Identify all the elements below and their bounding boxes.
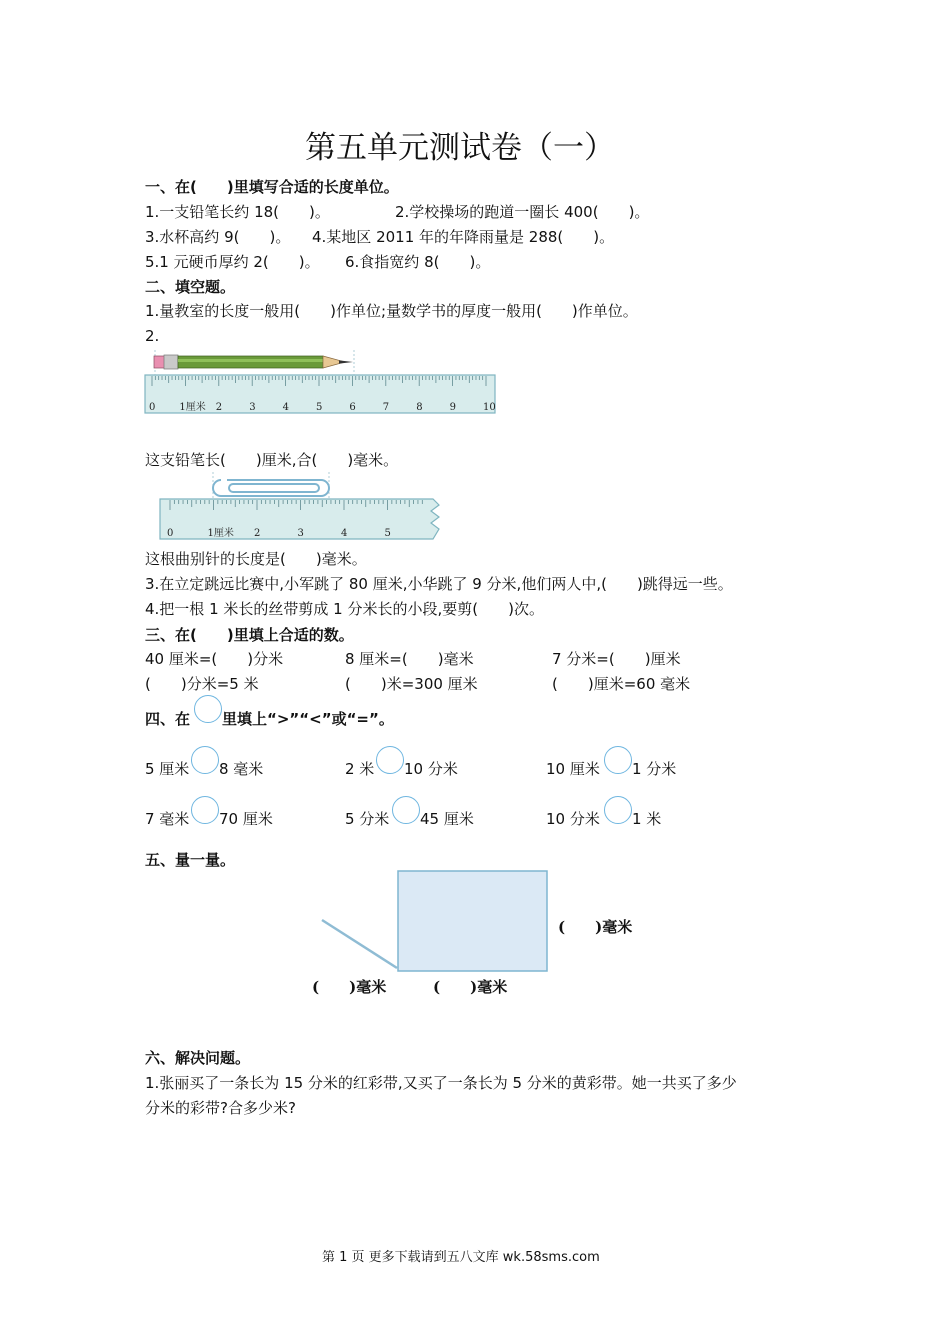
section-5-heading: 五、量一量。	[145, 851, 236, 869]
s4-right-2: 10 分米	[404, 760, 458, 778]
s2-question-2-number: 2.	[145, 327, 160, 345]
s6-question-1-line-2: 分米的彩带?合多少米?	[145, 1099, 296, 1117]
measure-rectangle	[398, 871, 547, 971]
ruler-label: 3	[297, 528, 304, 539]
ruler-label: 2	[215, 402, 223, 413]
ruler-label: 4	[341, 528, 348, 539]
s4-left-3: 10 厘米	[546, 760, 600, 778]
clip-ruler-figure	[155, 470, 450, 542]
s1-question-2: 2.学校操场的跑道一圈长 400( )。	[395, 203, 650, 221]
s2-question-3: 3.在立定跳远比赛中,小军跳了 80 厘米,小华跳了 9 分米,他们两人中,( )跳得远一些。	[145, 575, 733, 593]
section-4-heading-post: 里填上“>”“<”或“=”。	[222, 710, 394, 728]
ruler-label: 0	[149, 402, 156, 413]
s3-item-2: 8 厘米=( )毫米	[345, 650, 474, 668]
measure-line-segment	[322, 920, 397, 968]
compare-circle-2[interactable]	[376, 746, 404, 774]
ruler-label: 6	[349, 402, 356, 413]
ruler-label: 4	[282, 402, 289, 413]
section-3-heading: 三、在( )里填上合适的数。	[145, 626, 354, 644]
s3-item-5: ( )米=300 厘米	[345, 675, 478, 693]
s1-question-3: 3.水杯高约 9( )。	[145, 228, 291, 246]
s2-question-2a: 这支铅笔长( )厘米,合( )毫米。	[145, 451, 399, 469]
page-footer: 第 1 页 更多下载请到五八文库 wk.58sms.com	[322, 1250, 600, 1265]
compare-circle-3[interactable]	[604, 746, 632, 774]
ruler-label: 3	[249, 402, 256, 413]
section-4-heading-pre: 四、在	[145, 710, 191, 728]
s2-question-2b: 这根曲别针的长度是( )毫米。	[145, 550, 367, 568]
s2-question-4: 4.把一根 1 米长的丝带剪成 1 分米长的小段,要剪( )次。	[145, 600, 544, 618]
s3-item-4: ( )分米=5 米	[145, 675, 259, 693]
s5-label-line: ( )毫米	[312, 978, 387, 996]
page-title: 第五单元测试卷（一）	[305, 130, 615, 166]
s6-question-1-line-1: 1.张丽买了一条长为 15 分米的红彩带,又买了一条长为 5 分米的黄彩带。她一共买了多少	[145, 1074, 737, 1092]
s1-question-1: 1.一支铅笔长约 18( )。	[145, 203, 330, 221]
s3-item-1: 40 厘米=( )分米	[145, 650, 284, 668]
s4-right-3: 1 分米	[632, 760, 677, 778]
s4-right-4: 70 厘米	[219, 810, 273, 828]
ruler-label: 9	[449, 402, 456, 413]
ruler-label: 10	[483, 402, 496, 413]
compare-circle-5[interactable]	[392, 796, 420, 824]
compare-circle-1[interactable]	[191, 746, 219, 774]
s1-question-4: 4.某地区 2011 年的年降雨量是 288( )。	[312, 228, 615, 246]
s1-question-5: 5.1 元硬币厚约 2( )。	[145, 253, 320, 271]
s2-question-1: 1.量教室的长度一般用( )作单位;量数学书的厚度一般用( )作单位。	[145, 302, 638, 320]
ruler-label: 1厘米	[207, 528, 234, 539]
pencil-ruler-figure	[140, 348, 500, 418]
compare-circle-6[interactable]	[604, 796, 632, 824]
ruler-label: 7	[382, 402, 390, 413]
s4-left-1: 5 厘米	[145, 760, 190, 778]
s4-left-2: 2 米	[345, 760, 375, 778]
s4-right-1: 8 毫米	[219, 760, 264, 778]
compare-circle-icon	[194, 695, 222, 723]
compare-circle-4[interactable]	[191, 796, 219, 824]
ruler-label: 5	[316, 402, 323, 413]
ruler-label: 5	[384, 528, 391, 539]
ruler-label: 2	[254, 528, 261, 539]
s4-right-5: 45 厘米	[420, 810, 474, 828]
s3-item-3: 7 分米=( )厘米	[552, 650, 681, 668]
measure-figure	[315, 868, 555, 976]
ruler-label: 1厘米	[179, 402, 206, 413]
s4-left-4: 7 毫米	[145, 810, 190, 828]
ruler-label: 0	[167, 528, 174, 539]
s4-right-6: 1 米	[632, 810, 662, 828]
s4-left-6: 10 分米	[546, 810, 600, 828]
section-1-heading: 一、在( )里填写合适的长度单位。	[145, 178, 399, 196]
section-6-heading: 六、解决问题。	[145, 1049, 251, 1067]
section-2-heading: 二、填空题。	[145, 278, 236, 296]
pencil-icon	[154, 355, 353, 369]
paperclip-icon	[213, 480, 329, 496]
s4-left-5: 5 分米	[345, 810, 390, 828]
s5-label-bottom: ( )毫米	[433, 978, 508, 996]
s3-item-6: ( )厘米=60 毫米	[552, 675, 691, 693]
ruler-label: 8	[416, 402, 423, 413]
s1-question-6: 6.食指宽约 8( )。	[345, 253, 491, 271]
s5-label-right: ( )毫米	[558, 918, 633, 936]
